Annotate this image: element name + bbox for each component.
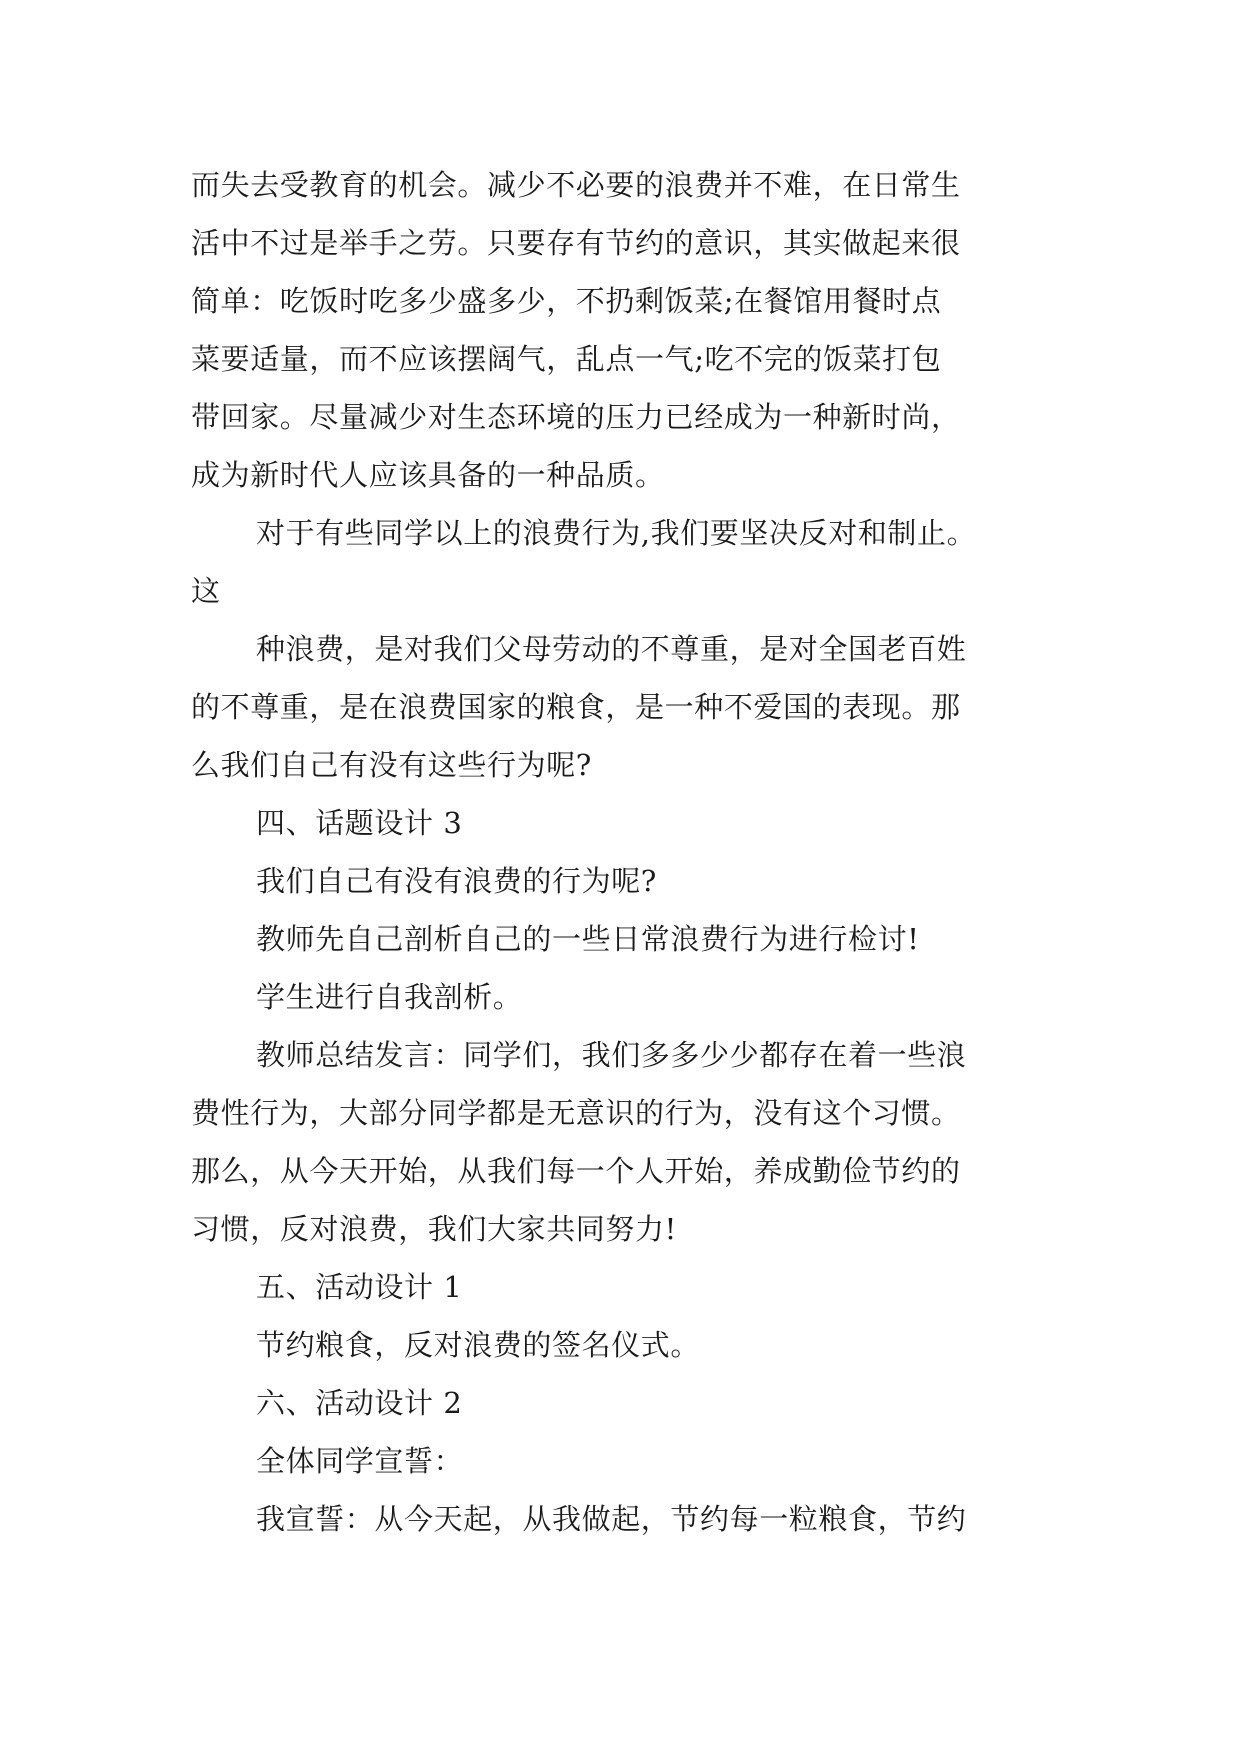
text-line: 对于有些同学以上的浪费行为,我们要坚决反对和制止。 xyxy=(256,516,977,550)
section-heading: 四、话题设计 3 xyxy=(256,806,463,840)
text-line: 教师总结发言：同学们，我们多多少少都存在着一些浪 xyxy=(256,1038,967,1072)
text-line: 我们自己有没有浪费的行为呢? xyxy=(256,864,657,898)
text-line: 那么，从今天开始，从我们每一个人开始，养成勤俭节约的 xyxy=(191,1154,961,1188)
text-line: 学生进行自我剖析。 xyxy=(256,980,523,1014)
text-line: 这 xyxy=(191,574,221,608)
section-heading: 五、活动设计 1 xyxy=(256,1270,463,1304)
text-line: 简单：吃饭时吃多少盛多少，不扔剩饭菜;在餐馆用餐时点 xyxy=(191,284,942,318)
text-line: 种浪费，是对我们父母劳动的不尊重，是对全国老百姓 xyxy=(256,632,967,666)
text-line: 活中不过是举手之劳。只要存有节约的意识，其实做起来很 xyxy=(191,226,961,260)
section-heading: 六、活动设计 2 xyxy=(256,1386,463,1420)
text-line: 教师先自己剖析自己的一些日常浪费行为进行检讨! xyxy=(256,922,920,956)
text-line: 全体同学宣誓： xyxy=(256,1444,464,1478)
text-line: 带回家。尽量减少对生态环境的压力已经成为一种新时尚， xyxy=(191,400,961,434)
text-line: 菜要适量，而不应该摆阔气，乱点一气;吃不完的饭菜打包 xyxy=(191,342,942,376)
text-line: 费性行为，大部分同学都是无意识的行为，没有这个习惯。 xyxy=(191,1096,961,1130)
text-line: 习惯，反对浪费，我们大家共同努力! xyxy=(191,1212,677,1246)
text-line: 么我们自己有没有这些行为呢? xyxy=(191,748,592,782)
text-line: 我宣誓：从今天起，从我做起，节约每一粒粮食，节约 xyxy=(256,1502,967,1536)
text-line: 成为新时代人应该具备的一种品质。 xyxy=(191,458,665,492)
text-line: 节约粮食，反对浪费的签名仪式。 xyxy=(256,1328,701,1362)
text-line: 的不尊重，是在浪费国家的粮食，是一种不爱国的表现。那 xyxy=(191,690,961,724)
text-line: 而失去受教育的机会。减少不必要的浪费并不难，在日常生 xyxy=(191,168,961,202)
